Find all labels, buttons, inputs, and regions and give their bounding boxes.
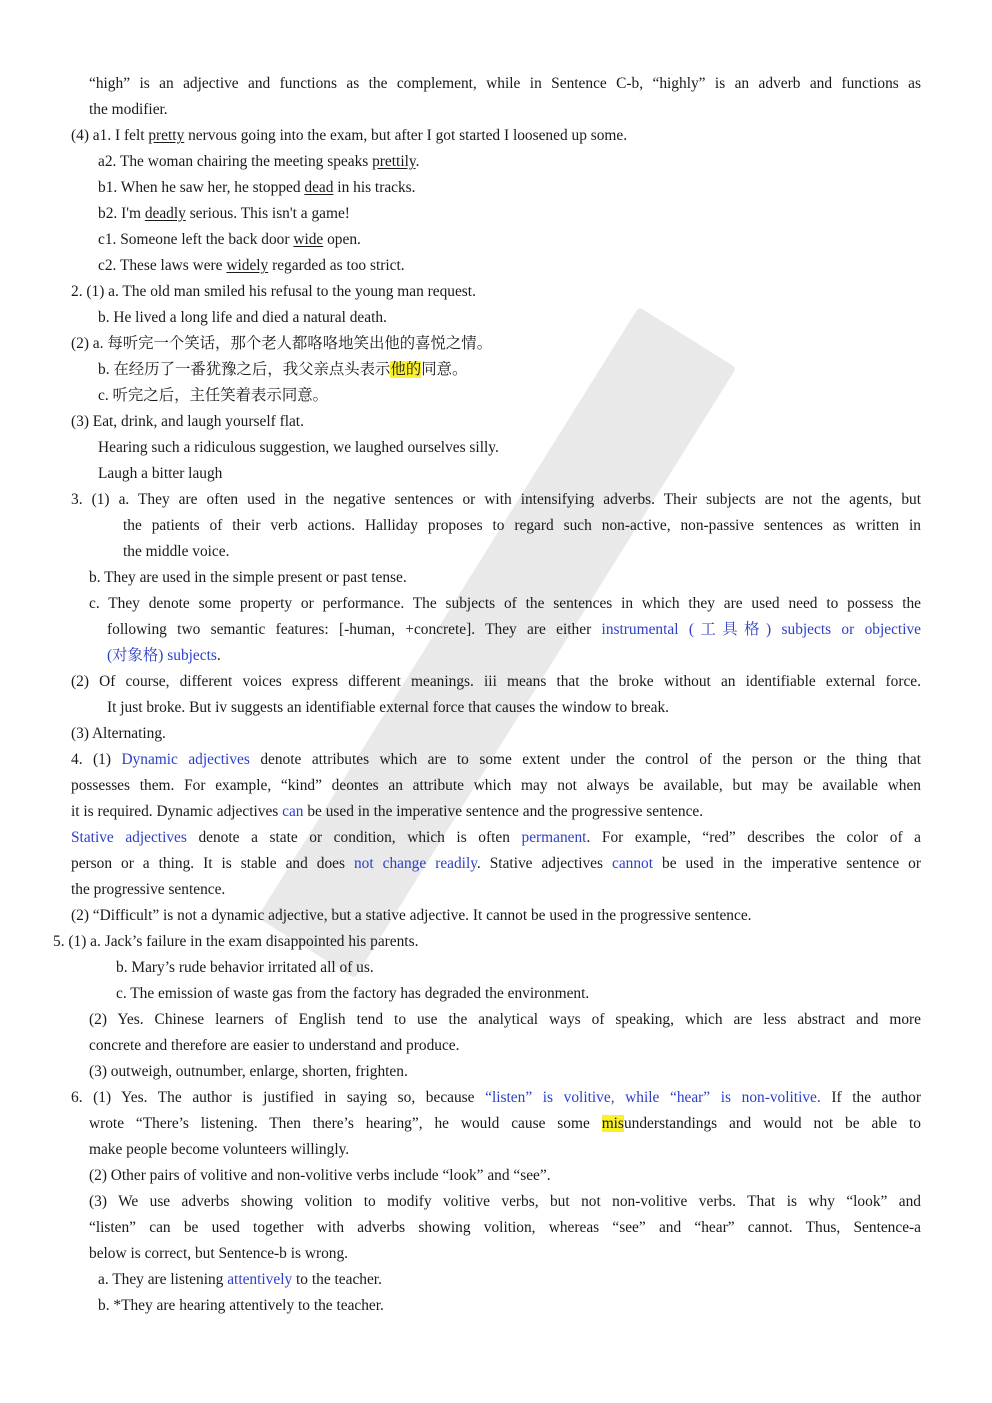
q2-line: 2. (1) a. The old man smiled his refusal to the young man request. xyxy=(71,283,476,300)
q3-line: c. They denote some property or performance. The subjects of the sentences in which they are used need to possess the xyxy=(89,595,921,612)
blue-text: attentively xyxy=(227,1271,293,1288)
q6-line: below is correct, but Sentence-b is wrong. xyxy=(89,1245,349,1262)
text-line xyxy=(89,71,921,97)
q5-line: 5. (1) a. Jack’s failure in the exam disappointed his parents. xyxy=(53,933,419,950)
underlined-word: deadly xyxy=(144,205,186,222)
q5-line: concrete and therefore are easier to understand and produce. xyxy=(89,1037,460,1054)
text-line xyxy=(89,97,168,123)
blue-text: Stative adjectives xyxy=(71,829,187,846)
q3-line: (对象格) subjects. xyxy=(107,647,221,664)
underlined-word: pretty xyxy=(148,127,185,144)
q6-line: 6. (1) Yes. The author is justified in saying so, because “listen” is volitive, while “hear” is non-volitive. If the author xyxy=(71,1089,921,1106)
line-text: “high” is an adjective and functions as the complement, while in Sentence C-b, “highly” is an adverb and functions as xyxy=(89,75,921,92)
q3-line: following two semantic features: [-human, +concrete]. They are either instrumental (工具格) subjects or objective xyxy=(107,621,921,638)
example-a2: a2. The woman chairing the meeting speaks prettily. xyxy=(98,153,420,170)
q6-line: b. *They are hearing attentively to the teacher. xyxy=(98,1297,384,1314)
q4-line: the progressive sentence. xyxy=(71,881,226,898)
blue-text: Dynamic adjectives xyxy=(121,751,250,768)
q4-line: (2) “Difficult” is not a dynamic adjective, but a stative adjective. It cannot be used in the progressive sentence. xyxy=(71,907,752,924)
q6-line: wrote “There’s listening. Then there’s hearing”, he would cause some misunderstandings and would not be able to xyxy=(89,1115,921,1132)
q3-line: (3) Alternating. xyxy=(71,725,166,742)
q3-line: b. They are used in the simple present or past tense. xyxy=(89,569,407,586)
q2-line-chinese: c. 听完之后，主任笑着表示同意。 xyxy=(98,387,328,404)
q3-line: (2) Of course, different voices express different meanings. iii means that the broke without an identifiable external force. xyxy=(71,673,921,690)
q2-line-chinese: (2) a. 每听完一个笑话，那个老人都咯咯地笑出他的喜悦之情。 xyxy=(71,335,493,352)
q6-line: make people become volunteers willingly. xyxy=(89,1141,350,1158)
blue-text: “listen” is volitive, while “hear” is non-volitive. xyxy=(485,1089,821,1106)
q2-line: Laugh a bitter laugh xyxy=(98,465,223,482)
q4-line: possesses them. For example, “kind” deontes an attribute which may not always be available, but may be available when xyxy=(71,777,921,794)
q2-line: Hearing such a ridiculous suggestion, we laughed ourselves silly. xyxy=(98,439,499,456)
blue-text: instrumental (工具格) subjects or objective xyxy=(601,621,921,638)
q6-line: “listen” can be used together with adverbs showing volition, whereas “see” and “hear” cannot. Thus, Sentence-a xyxy=(89,1219,921,1236)
blue-text: cannot xyxy=(612,855,654,872)
blue-text: can xyxy=(282,803,304,820)
q6-line: (2) Other pairs of volitive and non-volitive verbs include “look” and “see”. xyxy=(89,1167,551,1184)
highlighted-text: mis xyxy=(601,1115,624,1132)
example-a1: (4) a1. I felt pretty nervous going into the exam, but after I got started I loosened up some. xyxy=(71,127,628,144)
q3-line: 3. (1) a. They are often used in the negative sentences or with intensifying adverbs. Their subjects are not the agents, but xyxy=(71,491,921,508)
example-c2: c2. These laws were widely regarded as too strict. xyxy=(98,257,405,274)
q5-line: b. Mary’s rude behavior irritated all of us. xyxy=(116,959,374,976)
underlined-word: widely xyxy=(226,257,269,274)
highlighted-text: 他的 xyxy=(390,361,422,378)
q2-line: b. He lived a long life and died a natural death. xyxy=(98,309,387,326)
q4-line: Stative adjectives denote a state or condition, which is often permanent. For example, “red” describes the color of a xyxy=(71,829,921,846)
example-c1: c1. Someone left the back door wide open. xyxy=(98,231,361,248)
q2-line-chinese: b. 在经历了一番犹豫之后，我父亲点头表示他的同意。 xyxy=(98,361,468,378)
q3-line: the patients of their verb actions. Halliday proposes to regard such non-active, non-passive sentences as written in xyxy=(123,517,921,534)
q2-line: (3) Eat, drink, and laugh yourself flat. xyxy=(71,413,304,430)
underlined-word: wide xyxy=(293,231,324,248)
underlined-word: prettily xyxy=(372,153,416,170)
blue-text: permanent xyxy=(521,829,587,846)
example-b2: b2. I'm deadly serious. This isn't a game! xyxy=(98,205,350,222)
q6-line: a. They are listening attentively to the teacher. xyxy=(98,1271,382,1288)
blue-text: not change readily xyxy=(353,855,477,872)
q5-line: c. The emission of waste gas from the factory has degraded the environment. xyxy=(116,985,590,1002)
line-text: the modifier. xyxy=(89,101,168,118)
q3-line: It just broke. But iv suggests an identifiable external force that causes the window to break. xyxy=(107,699,670,716)
q6-line: (3) We use adverbs showing volition to modify volitive verbs, but not non-volitive verbs. That is why “look” and xyxy=(89,1193,921,1210)
q4-line: 4. (1) Dynamic adjectives denote attributes which are to some extent under the control of the person or the thing that xyxy=(71,751,922,768)
underlined-word: dead xyxy=(304,179,334,196)
q4-line: person or a thing. It is stable and does not change readily. Stative adjectives cannot be used in the imperative sentence or xyxy=(71,855,922,872)
q3-line: the middle voice. xyxy=(123,543,230,560)
blue-text: (对象格) subjects xyxy=(107,647,217,664)
q5-line: (2) Yes. Chinese learners of English tend to use the analytical ways of speaking, which are less abstract and more xyxy=(89,1011,921,1028)
example-b1: b1. When he saw her, he stopped dead in his tracks. xyxy=(98,179,416,196)
q5-line: (3) outweigh, outnumber, enlarge, shorten, frighten. xyxy=(89,1063,408,1080)
q4-line: it is required. Dynamic adjectives can be used in the imperative sentence and the progressive sentence. xyxy=(71,803,704,820)
